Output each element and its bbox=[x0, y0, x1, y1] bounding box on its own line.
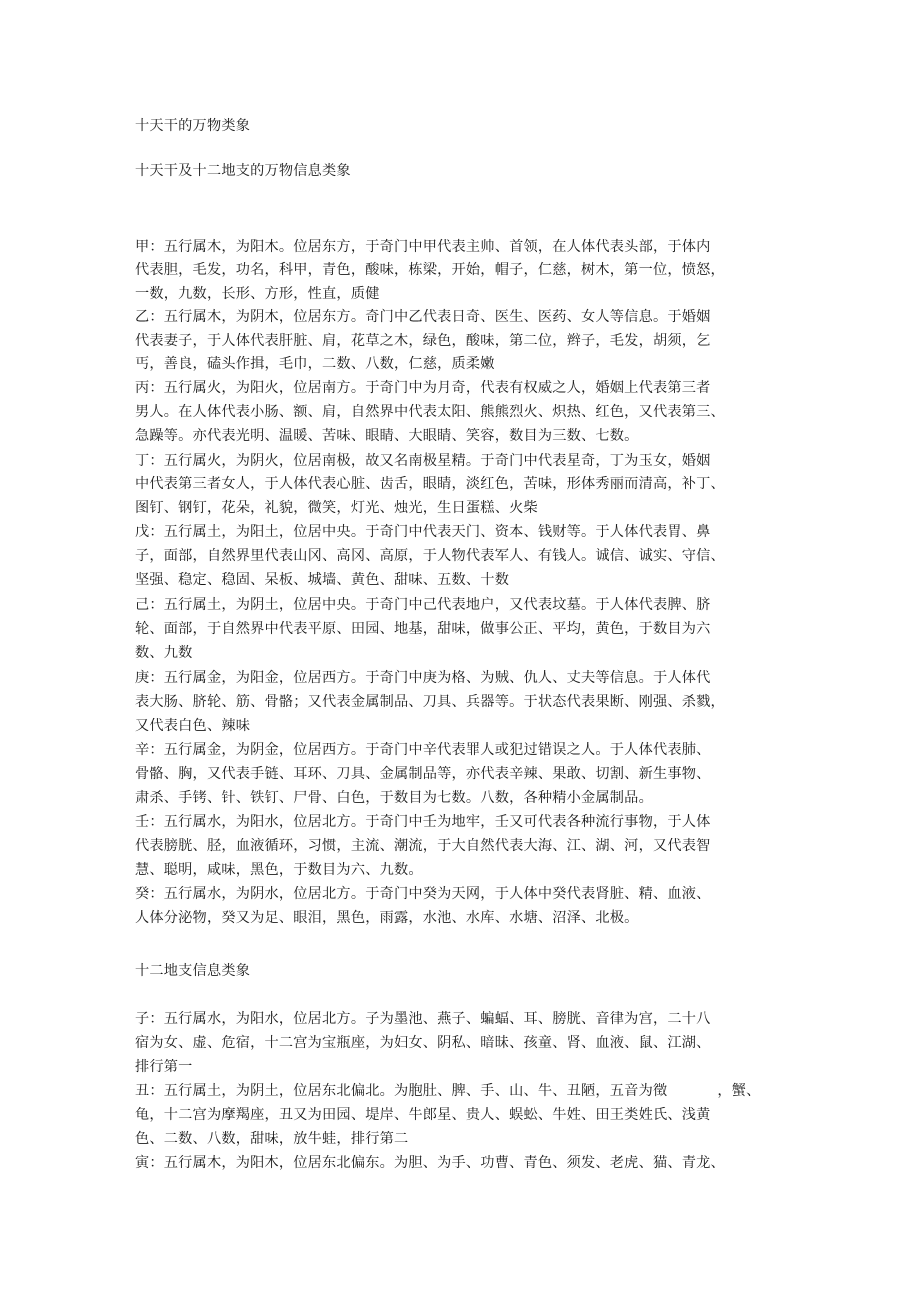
stem-geng-line: 庚：五行属金，为阳金，位居西方。于奇门中庚为格、为贼、仇人、丈夫等信息。于人体代 bbox=[135, 670, 711, 686]
branch-yin-line: 寅：五行属木，为阳木，位居东北偏东。为胆、为手、功曹、青色、须发、老虎、猫、青龙、 bbox=[135, 1155, 725, 1171]
stem-ji-line: 数、九数 bbox=[135, 645, 193, 661]
branch-chou-tail: ，蟹、 bbox=[717, 1083, 761, 1099]
stem-jia-line: 甲：五行属木，为阳木。位居东方，于奇门中甲代表主帅、首领，在人体代表头部，于体内 bbox=[135, 239, 711, 255]
stem-wu-line: 戊：五行属土，为阳土，位居中央。于奇门中代表天门、资本、钱财等。于人体代表胃、鼻 bbox=[135, 524, 711, 540]
stem-jia-line: 代表胆，毛发，功名，科甲，青色，酸味，栋梁，开始，帽子，仁慈，树木，第一位，愤怒， bbox=[135, 262, 725, 278]
stem-bing-line: 急躁等。亦代表光明、温暖、苦味、眼睛、大眼睛、笑容，数目为三数、七数。 bbox=[135, 428, 639, 444]
stem-yi-line: 丐，善良，磕头作揖，毛巾，二数、八数，仁慈，质柔嫩 bbox=[135, 356, 495, 372]
page-title: 十天干的万物类象 bbox=[135, 118, 251, 134]
stem-jia-line: 一数，九数，长形、方形，性直，质健 bbox=[135, 286, 380, 302]
branch-zi-line: 宿为女、虚、危宿，十二宫为宝瓶座，为妇女、阴私、暗昧、孩童、肾、血液、鼠、江湖、 bbox=[135, 1035, 711, 1051]
stem-ren-line: 壬：五行属水，为阳水，位居北方。于奇门中壬为地牢，壬又可代表各种流行事物，于人体 bbox=[135, 814, 711, 830]
branch-chou-line: 色、二数、八数，甜味，放牛蛙，排行第二 bbox=[135, 1131, 409, 1147]
stem-ji-line: 轮、面部，于自然界中代表平原、田园、地基，甜味，做事公正、平均，黄色，于数目为六 bbox=[135, 621, 711, 637]
stem-yi-line: 代表妻子，于人体代表肝脏、肩，花草之木，绿色，酸味，第二位，辫子，毛发，胡须，乞 bbox=[135, 333, 711, 349]
stem-gui-line: 癸：五行属水，为阴水，位居北方。于奇门中癸为天网，于人体中癸代表肾脏、精、血液、 bbox=[135, 886, 711, 902]
stem-wu-line: 子，面部，自然界里代表山冈、高冈、高原，于人物代表军人、有钱人。诚信、诚实、守信、 bbox=[135, 548, 725, 564]
stem-yi-line: 乙：五行属木，为阴木，位居东方。奇门中乙代表日奇、医生、医药、女人等信息。于婚姻 bbox=[135, 309, 711, 325]
stem-ding-line: 图钉、钢钉，花朵，礼貌，微笑，灯光、烛光，生日蛋糕、火柴 bbox=[135, 500, 538, 516]
branch-zi-line: 子：五行属水，为阳水，位居北方。子为墨池、燕子、蝙蝠、耳、膀胱、音律为宫，二十八 bbox=[135, 1011, 711, 1027]
stem-wu-line: 坚强、稳定、稳固、呆板、城墙、黄色、甜味、五数、十数 bbox=[135, 572, 510, 588]
stem-xin-line: 肃杀、手铐、针、铁钉、尸骨、白色，于数目为七数。八数，各种精小金属制品。 bbox=[135, 790, 653, 806]
section-heading-branches: 十二地支信息类象 bbox=[135, 963, 251, 979]
stem-ren-line: 慧、聪明，咸味，黑色，于数目为六、九数。 bbox=[135, 862, 423, 878]
stem-xin-line: 辛：五行属金，为阴金，位居西方。于奇门中辛代表罪人或犯过错误之人。于人体代表肺、 bbox=[135, 742, 711, 758]
stem-ding-line: 丁：五行属火，为阴火，位居南极，故又名南极星精。于奇门中代表星奇，丁为玉女，婚姻 bbox=[135, 453, 711, 469]
branch-zi-line: 排行第一 bbox=[135, 1059, 193, 1075]
stem-geng-line: 又代表白色、辣味 bbox=[135, 718, 251, 734]
stem-ren-line: 代表膀胱、胫，血液循环，习惯，主流、潮流，于大自然代表大海、江、湖、河，又代表智 bbox=[135, 838, 711, 854]
stem-ji-line: 己：五行属土，为阴土，位居中央。于奇门中己代表地户，又代表坟墓。于人体代表脾、脐 bbox=[135, 597, 711, 613]
stem-bing-line: 男人。在人体代表小肠、额、肩，自然界中代表太阳、熊熊烈火、炽热、红色，又代表第三、 bbox=[135, 404, 725, 420]
branch-chou-line bbox=[135, 1080, 761, 1102]
section-heading-stems: 十天干及十二地支的万物信息类象 bbox=[135, 163, 351, 179]
stem-geng-line: 表大肠、脐轮、筋、骨骼；又代表金属制品、刀具、兵器等。于状态代表果断、刚强、杀戮， bbox=[135, 694, 725, 710]
stem-gui-line: 人体分泌物，癸又为足、眼泪，黑色，雨露，水池、水库、水塘、沼泽、北极。 bbox=[135, 910, 639, 926]
branch-chou-text: 丑：五行属土，为阴土，位居东北偏北。为胞肚、脾、手、山、牛、丑陋，五音为徵 bbox=[135, 1083, 668, 1099]
stem-xin-line: 骨骼、胸，又代表手链、耳环、刀具、金属制品等，亦代表辛辣、果敢、切割、新生事物、 bbox=[135, 766, 711, 782]
branch-chou-line: 龟，十二宫为摩羯座，丑又为田园、堤岸、牛郎星、贵人、蜈蚣、牛姓、田王类姓氏、浅黄 bbox=[135, 1107, 711, 1123]
stem-ding-line: 中代表第三者女人，于人体代表心脏、齿舌，眼睛，淡红色，苦味，形体秀丽而清高，补丁、 bbox=[135, 476, 725, 492]
stem-bing-line: 丙：五行属火，为阳火，位居南方。于奇门中为月奇，代表有权威之人，婚姻上代表第三者 bbox=[135, 380, 711, 396]
